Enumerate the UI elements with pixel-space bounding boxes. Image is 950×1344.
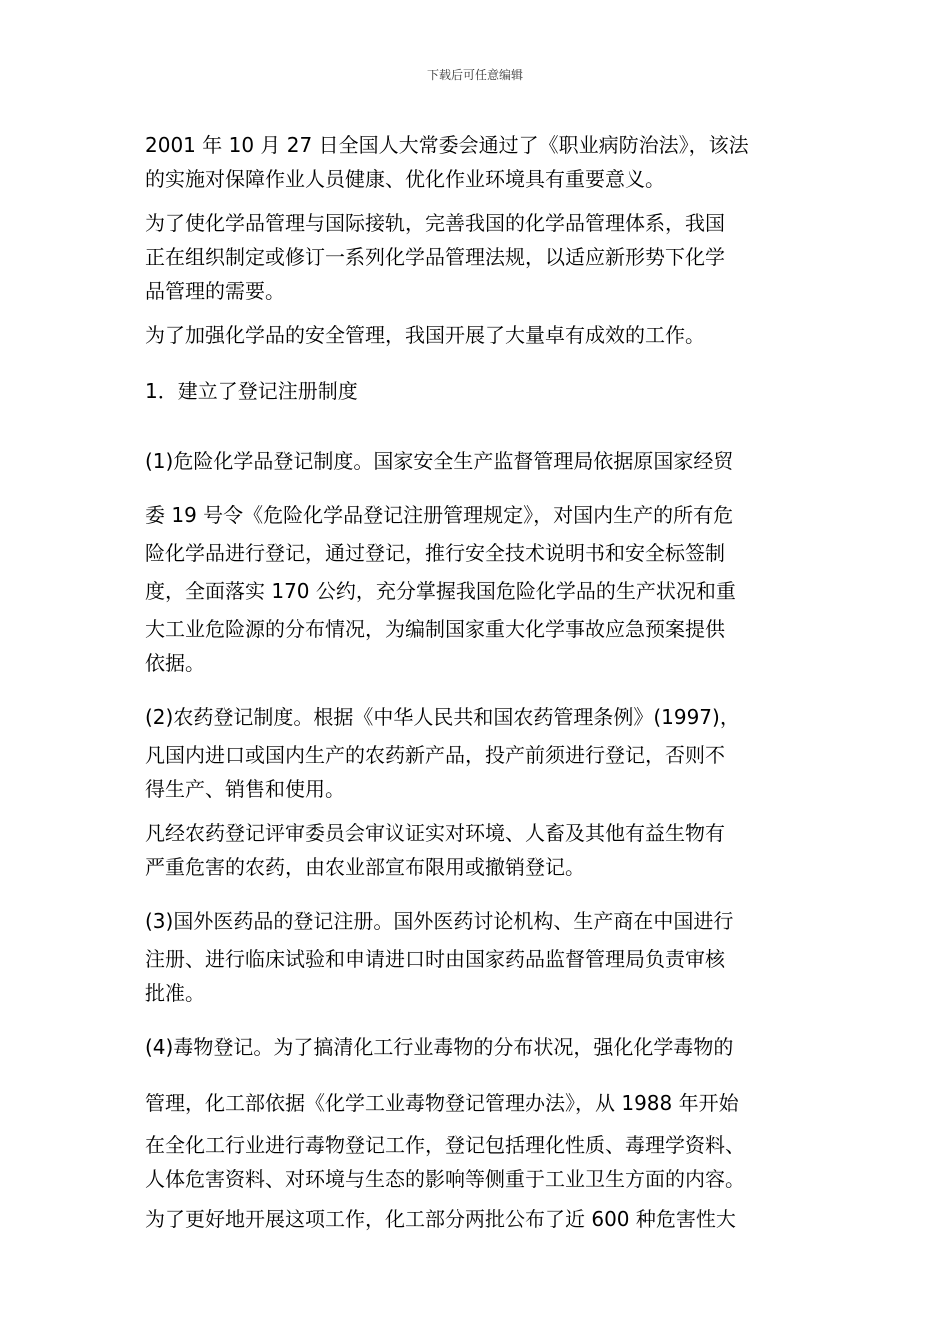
text-line: 在全化工行业进行毒物登记工作，登记包括理化性质、毒理学资料、 bbox=[145, 1133, 745, 1157]
text-line: 注册、进行临床试验和申请进口时由国家药品监督管理局负责审核 bbox=[145, 947, 725, 971]
paragraph-safety-work bbox=[145, 318, 810, 352]
header-note: 下载后可任意编辑 bbox=[426, 68, 523, 82]
text-line: 批准。 bbox=[145, 981, 205, 1005]
text-line: 正在组织制定或修订一系列化学品管理法规，以适应新形势下化学 bbox=[145, 245, 725, 269]
text-line: 人体危害资料、对环境与生态的影响等侧重于工业卫生方面的内容。 bbox=[145, 1167, 745, 1191]
text-line: 管理，化工部依据《化学工业毒物登记管理办法》，从 1988 年开始 bbox=[145, 1091, 739, 1115]
text-line: 的实施对保障作业人员健康、优化作业环境具有重要意义。 bbox=[145, 167, 665, 191]
text-line: 1．建立了登记注册制度 bbox=[145, 379, 358, 403]
document-body bbox=[145, 128, 810, 1246]
text-line: 度，全面落实 170 公约，充分掌握我国危险化学品的生产状况和重 bbox=[145, 579, 736, 603]
paragraph-law-intro bbox=[145, 128, 810, 196]
text-line: 为了加强化学品的安全管理，我国开展了大量卓有成效的工作。 bbox=[145, 323, 705, 347]
text-line: 为了更好地开展这项工作，化工部分两批公布了近 600 种危害性大 bbox=[145, 1207, 736, 1231]
paragraph-toxicant bbox=[145, 1030, 810, 1236]
text-line: 品管理的需要。 bbox=[145, 279, 285, 303]
paragraph-pesticide-review bbox=[145, 816, 810, 884]
paragraph-international bbox=[145, 206, 810, 308]
text-line: 凡国内进口或国内生产的农药新产品，投产前须进行登记，否则不 bbox=[145, 743, 725, 767]
text-line: (2)农药登记制度。根据《中华人民共和国农药管理条例》(1997)， bbox=[145, 705, 740, 729]
text-line: (4)毒物登记。为了搞清化工行业毒物的分布状况，强化化学毒物的 bbox=[145, 1035, 734, 1059]
paragraph-foreign-medicine bbox=[145, 904, 810, 1010]
text-line: 委 19 号令《危险化学品登记注册管理规定》，对国内生产的所有危 bbox=[145, 503, 734, 527]
text-line: 险化学品进行登记，通过登记，推行安全技术说明书和安全标签制 bbox=[145, 541, 725, 565]
text-line: (3)国外医药品的登记注册。国外医药讨论机构、生产商在中国进行 bbox=[145, 909, 734, 933]
paragraph-pesticide bbox=[145, 700, 810, 806]
text-line: 2001 年 10 月 27 日全国人大常委会通过了《职业病防治法》，该法 bbox=[145, 133, 749, 157]
text-line: 凡经农药登记评审委员会审议证实对环境、人畜及其他有益生物有 bbox=[145, 821, 725, 845]
text-line: (1)危险化学品登记制度。国家安全生产监督管理局依据原国家经贸 bbox=[145, 449, 734, 473]
text-line: 得生产、销售和使用。 bbox=[145, 777, 345, 801]
paragraph-hazardous-chemicals bbox=[145, 444, 810, 680]
text-line: 大工业危险源的分布情况，为编制国家重大化学事故应急预案提供 bbox=[145, 617, 725, 641]
text-line: 严重危害的农药，由农业部宣布限用或撤销登记。 bbox=[145, 855, 585, 879]
section-heading-registration bbox=[145, 374, 810, 408]
text-line: 为了使化学品管理与国际接轨，完善我国的化学品管理体系，我国 bbox=[145, 211, 725, 235]
text-line: 依据。 bbox=[145, 651, 205, 675]
